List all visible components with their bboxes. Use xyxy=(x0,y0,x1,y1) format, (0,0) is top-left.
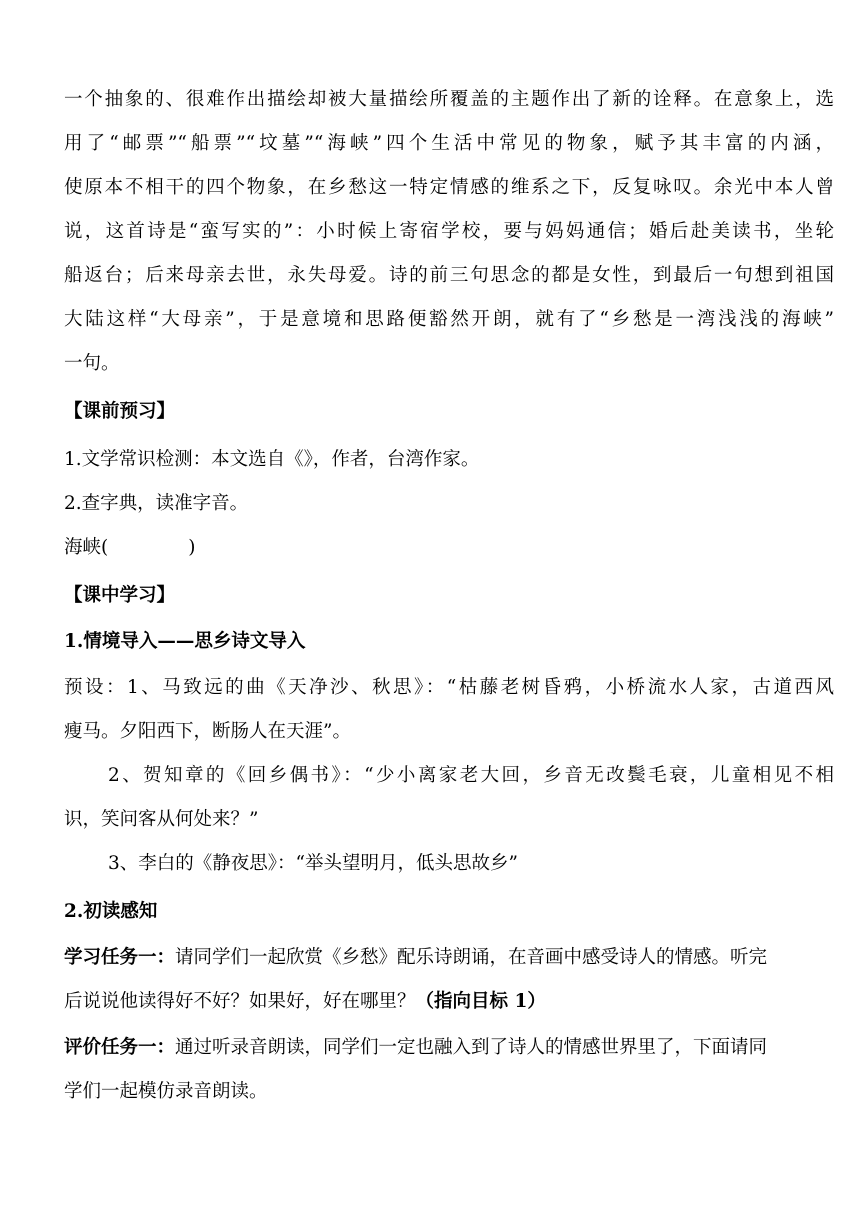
task-1-target: （指向目标 1） xyxy=(415,991,546,1012)
eval-1-label: 评价任务一： xyxy=(64,1037,176,1058)
intro-line-4: 说，这首诗是“蛮写实的”：小时候上寄宿学校，要与妈妈通信；婚后赴美读书，坐轮 xyxy=(64,221,834,242)
task-1-text-2: 后说说他读得好不好？如果好，好在哪里？ xyxy=(64,991,416,1012)
preset-2-line-2: 识，笑问客从何处来？” xyxy=(64,809,259,830)
pinyin-word: 海峡( xyxy=(64,537,109,558)
intro-line-1: 一个抽象的、很难作出描绘却被大量描绘所覆盖的主题作出了新的诠释。在意象上，选 xyxy=(64,89,834,110)
intro-line-2: 用了“邮票”“船票”“坟墓”“海峡”四个生活中常见的物象，赋予其丰富的内涵， xyxy=(64,133,834,154)
intro-line-6: 大陆这样“大母亲”，于是意境和思路便豁然开朗，就有了“乡愁是一湾浅浅的海峡” xyxy=(64,309,834,330)
task-1-label: 学习任务一： xyxy=(64,947,176,968)
pinyin-close: ) xyxy=(188,537,196,558)
preset-3: 3、李白的《静夜思》：“举头望明月，低头思故乡” xyxy=(108,853,518,874)
intro-line-5: 船返台；后来母亲去世，永失母爱。诗的前三句思念的都是女性，到最后一句想到祖国 xyxy=(64,265,834,286)
preview-item-2: 2.查字典，读准字音。 xyxy=(64,493,249,514)
preset-2-line-1: 2、贺知章的《回乡偶书》：“少小离家老大回，乡音无改鬓毛衰，儿童相见不相 xyxy=(108,765,834,786)
task-1-line-2 xyxy=(64,988,834,1016)
task-1-text-1: 请同学们一起欣赏《乡愁》配乐诗朗诵，在音画中感受诗人的情感。听完 xyxy=(175,947,768,968)
eval-1-line-1 xyxy=(64,1034,834,1062)
intro-line-3: 使原本不相干的四个物象，在乡愁这一特定情感的维系之下，反复咏叹。余光中本人曾 xyxy=(64,177,834,198)
eval-1-text-1: 通过听录音朗读，同学们一定也融入到了诗人的情感世界里了，下面请同 xyxy=(175,1037,768,1058)
task-1-line-1 xyxy=(64,944,834,972)
preset-1-line-2: 瘦马。夕阳西下，断肠人在天涯”。 xyxy=(64,721,351,742)
section-1-title: 1.情境导入——思乡诗文导入 xyxy=(64,631,306,652)
preview-item-1: 1.文学常识检测：本文选自《》，作者，台湾作家。 xyxy=(64,449,480,470)
preset-1-line-1: 预设：1、马致远的曲《天净沙、秋思》：“枯藤老树昏鸦，小桥流水人家，古道西风 xyxy=(64,677,834,698)
learning-heading: 【课中学习】 xyxy=(64,585,176,606)
pinyin-row xyxy=(64,534,834,562)
eval-1-line-2: 学们一起模仿录音朗读。 xyxy=(64,1081,268,1102)
section-2-title: 2.初读感知 xyxy=(64,901,158,922)
intro-line-7: 一句。 xyxy=(64,353,120,374)
preview-heading: 【课前预习】 xyxy=(64,401,176,422)
